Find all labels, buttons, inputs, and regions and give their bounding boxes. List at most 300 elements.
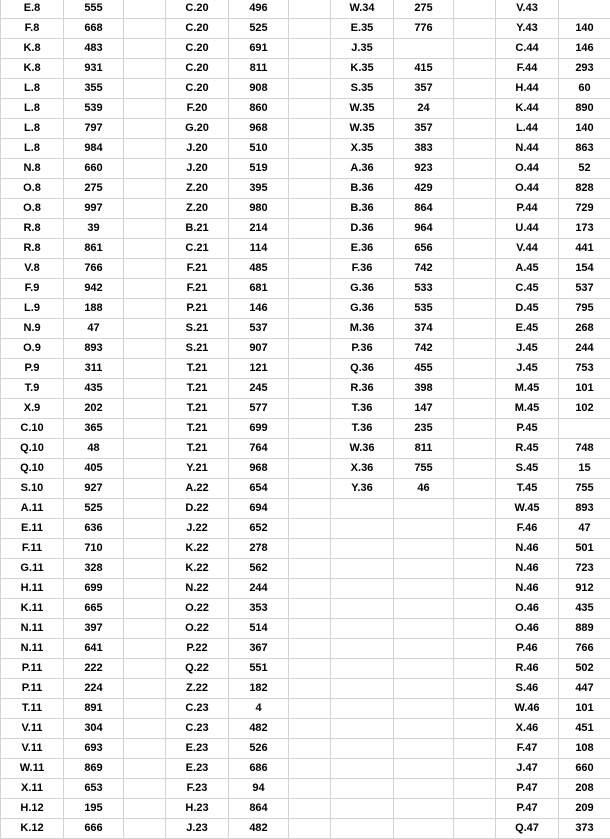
table-cell[interactable] bbox=[124, 699, 166, 719]
table-cell[interactable]: N.22 bbox=[166, 579, 229, 599]
table-cell[interactable]: O.8 bbox=[1, 179, 64, 199]
table-cell[interactable]: 15 bbox=[559, 459, 610, 479]
table-cell[interactable] bbox=[124, 779, 166, 799]
table-cell[interactable]: 52 bbox=[559, 159, 610, 179]
table-cell[interactable]: F.9 bbox=[1, 279, 64, 299]
table-cell[interactable] bbox=[124, 799, 166, 819]
table-cell[interactable]: 984 bbox=[64, 139, 124, 159]
table-cell[interactable] bbox=[124, 339, 166, 359]
table-cell[interactable] bbox=[394, 39, 454, 59]
table-cell[interactable] bbox=[289, 179, 331, 199]
table-cell[interactable] bbox=[289, 259, 331, 279]
table-cell[interactable]: Q.22 bbox=[166, 659, 229, 679]
table-cell[interactable]: 244 bbox=[559, 339, 610, 359]
table-cell[interactable] bbox=[454, 279, 496, 299]
table-cell[interactable]: 723 bbox=[559, 559, 610, 579]
table-cell[interactable]: C.44 bbox=[496, 39, 559, 59]
table-cell[interactable]: Q.10 bbox=[1, 439, 64, 459]
table-cell[interactable] bbox=[124, 479, 166, 499]
table-cell[interactable]: 742 bbox=[394, 339, 454, 359]
table-cell[interactable] bbox=[289, 339, 331, 359]
table-cell[interactable] bbox=[394, 739, 454, 759]
table-cell[interactable] bbox=[331, 719, 394, 739]
table-cell[interactable]: 694 bbox=[229, 499, 289, 519]
table-cell[interactable] bbox=[394, 779, 454, 799]
table-cell[interactable] bbox=[289, 239, 331, 259]
table-cell[interactable]: J.23 bbox=[166, 819, 229, 839]
table-cell[interactable]: P.22 bbox=[166, 639, 229, 659]
table-cell[interactable]: F.21 bbox=[166, 259, 229, 279]
table-cell[interactable]: C.20 bbox=[166, 79, 229, 99]
table-cell[interactable]: Q.36 bbox=[331, 359, 394, 379]
table-cell[interactable] bbox=[124, 59, 166, 79]
table-cell[interactable] bbox=[289, 99, 331, 119]
table-cell[interactable] bbox=[124, 439, 166, 459]
table-cell[interactable]: 537 bbox=[559, 279, 610, 299]
table-cell[interactable]: F.47 bbox=[496, 739, 559, 759]
table-cell[interactable]: R.8 bbox=[1, 239, 64, 259]
table-cell[interactable] bbox=[331, 819, 394, 839]
table-cell[interactable] bbox=[331, 499, 394, 519]
table-cell[interactable] bbox=[454, 739, 496, 759]
table-cell[interactable] bbox=[454, 799, 496, 819]
table-cell[interactable]: 693 bbox=[64, 739, 124, 759]
table-cell[interactable] bbox=[124, 519, 166, 539]
table-cell[interactable] bbox=[394, 519, 454, 539]
table-cell[interactable] bbox=[124, 319, 166, 339]
table-cell[interactable]: L.9 bbox=[1, 299, 64, 319]
table-cell[interactable]: 864 bbox=[394, 199, 454, 219]
table-cell[interactable]: C.20 bbox=[166, 59, 229, 79]
table-cell[interactable]: T.21 bbox=[166, 359, 229, 379]
table-cell[interactable]: A.45 bbox=[496, 259, 559, 279]
table-cell[interactable]: M.45 bbox=[496, 399, 559, 419]
table-cell[interactable]: X.46 bbox=[496, 719, 559, 739]
table-cell[interactable] bbox=[289, 59, 331, 79]
table-cell[interactable] bbox=[289, 419, 331, 439]
table-cell[interactable]: J.47 bbox=[496, 759, 559, 779]
table-cell[interactable]: 660 bbox=[64, 159, 124, 179]
table-cell[interactable]: 908 bbox=[229, 79, 289, 99]
table-cell[interactable]: E.8 bbox=[1, 0, 64, 19]
table-cell[interactable]: 293 bbox=[559, 59, 610, 79]
table-cell[interactable] bbox=[124, 419, 166, 439]
table-cell[interactable] bbox=[289, 519, 331, 539]
table-cell[interactable]: E.23 bbox=[166, 739, 229, 759]
table-cell[interactable]: 795 bbox=[559, 299, 610, 319]
table-cell[interactable]: X.35 bbox=[331, 139, 394, 159]
table-cell[interactable]: T.21 bbox=[166, 439, 229, 459]
table-cell[interactable] bbox=[394, 539, 454, 559]
table-cell[interactable]: 893 bbox=[64, 339, 124, 359]
table-cell[interactable] bbox=[289, 819, 331, 839]
table-cell[interactable]: E.45 bbox=[496, 319, 559, 339]
table-cell[interactable]: 641 bbox=[64, 639, 124, 659]
table-cell[interactable] bbox=[289, 659, 331, 679]
table-cell[interactable] bbox=[124, 279, 166, 299]
table-cell[interactable]: 173 bbox=[559, 219, 610, 239]
table-cell[interactable] bbox=[124, 619, 166, 639]
table-cell[interactable] bbox=[454, 779, 496, 799]
table-cell[interactable] bbox=[394, 499, 454, 519]
table-cell[interactable] bbox=[124, 239, 166, 259]
table-cell[interactable]: 699 bbox=[229, 419, 289, 439]
table-cell[interactable]: 656 bbox=[394, 239, 454, 259]
table-cell[interactable]: 275 bbox=[64, 179, 124, 199]
table-cell[interactable] bbox=[124, 19, 166, 39]
table-cell[interactable]: H.11 bbox=[1, 579, 64, 599]
table-cell[interactable]: 60 bbox=[559, 79, 610, 99]
table-cell[interactable] bbox=[331, 799, 394, 819]
table-cell[interactable] bbox=[124, 119, 166, 139]
table-cell[interactable] bbox=[124, 579, 166, 599]
table-cell[interactable]: 39 bbox=[64, 219, 124, 239]
table-cell[interactable] bbox=[331, 759, 394, 779]
table-cell[interactable]: 653 bbox=[64, 779, 124, 799]
table-cell[interactable]: 101 bbox=[559, 699, 610, 719]
table-cell[interactable] bbox=[454, 519, 496, 539]
table-cell[interactable]: 182 bbox=[229, 679, 289, 699]
table-cell[interactable]: 764 bbox=[229, 439, 289, 459]
table-cell[interactable]: W.36 bbox=[331, 439, 394, 459]
table-cell[interactable]: P.47 bbox=[496, 799, 559, 819]
table-cell[interactable]: B.21 bbox=[166, 219, 229, 239]
table-cell[interactable] bbox=[454, 619, 496, 639]
table-cell[interactable] bbox=[289, 379, 331, 399]
table-cell[interactable]: N.44 bbox=[496, 139, 559, 159]
table-cell[interactable]: N.46 bbox=[496, 539, 559, 559]
table-cell[interactable] bbox=[394, 719, 454, 739]
table-cell[interactable]: 942 bbox=[64, 279, 124, 299]
table-cell[interactable]: 931 bbox=[64, 59, 124, 79]
table-cell[interactable]: 482 bbox=[229, 719, 289, 739]
table-cell[interactable] bbox=[124, 259, 166, 279]
table-cell[interactable] bbox=[124, 739, 166, 759]
table-cell[interactable]: 666 bbox=[64, 819, 124, 839]
table-cell[interactable]: 140 bbox=[559, 119, 610, 139]
table-cell[interactable] bbox=[394, 679, 454, 699]
table-cell[interactable]: B.36 bbox=[331, 179, 394, 199]
table-cell[interactable]: H.23 bbox=[166, 799, 229, 819]
table-cell[interactable]: T.21 bbox=[166, 379, 229, 399]
table-cell[interactable]: J.45 bbox=[496, 339, 559, 359]
table-cell[interactable] bbox=[289, 119, 331, 139]
table-cell[interactable]: C.20 bbox=[166, 19, 229, 39]
table-cell[interactable]: G.11 bbox=[1, 559, 64, 579]
table-cell[interactable]: D.45 bbox=[496, 299, 559, 319]
table-cell[interactable]: 435 bbox=[64, 379, 124, 399]
table-cell[interactable]: 748 bbox=[559, 439, 610, 459]
table-cell[interactable]: L.8 bbox=[1, 119, 64, 139]
table-cell[interactable]: 510 bbox=[229, 139, 289, 159]
table-cell[interactable]: 997 bbox=[64, 199, 124, 219]
table-cell[interactable]: 980 bbox=[229, 199, 289, 219]
table-cell[interactable]: 755 bbox=[394, 459, 454, 479]
table-cell[interactable]: O.46 bbox=[496, 619, 559, 639]
table-cell[interactable]: R.8 bbox=[1, 219, 64, 239]
table-cell[interactable] bbox=[454, 459, 496, 479]
table-cell[interactable] bbox=[289, 739, 331, 759]
table-cell[interactable]: 526 bbox=[229, 739, 289, 759]
table-cell[interactable]: T.21 bbox=[166, 399, 229, 419]
table-cell[interactable] bbox=[331, 739, 394, 759]
table-cell[interactable] bbox=[289, 399, 331, 419]
table-cell[interactable] bbox=[331, 619, 394, 639]
table-cell[interactable]: N.9 bbox=[1, 319, 64, 339]
table-cell[interactable]: T.36 bbox=[331, 419, 394, 439]
table-cell[interactable]: Q.10 bbox=[1, 459, 64, 479]
table-cell[interactable]: 353 bbox=[229, 599, 289, 619]
table-cell[interactable]: G.20 bbox=[166, 119, 229, 139]
table-cell[interactable] bbox=[289, 539, 331, 559]
table-cell[interactable]: V.11 bbox=[1, 719, 64, 739]
table-cell[interactable] bbox=[289, 19, 331, 39]
table-cell[interactable]: T.9 bbox=[1, 379, 64, 399]
table-cell[interactable]: S.10 bbox=[1, 479, 64, 499]
table-cell[interactable] bbox=[454, 179, 496, 199]
table-cell[interactable] bbox=[124, 299, 166, 319]
table-cell[interactable]: 525 bbox=[64, 499, 124, 519]
table-cell[interactable]: S.21 bbox=[166, 319, 229, 339]
table-cell[interactable] bbox=[559, 419, 610, 439]
table-cell[interactable]: Y.43 bbox=[496, 19, 559, 39]
table-cell[interactable]: 245 bbox=[229, 379, 289, 399]
table-cell[interactable]: 195 bbox=[64, 799, 124, 819]
table-cell[interactable]: 776 bbox=[394, 19, 454, 39]
table-cell[interactable] bbox=[454, 599, 496, 619]
table-cell[interactable]: F.21 bbox=[166, 279, 229, 299]
table-cell[interactable]: T.36 bbox=[331, 399, 394, 419]
table-cell[interactable]: 209 bbox=[559, 799, 610, 819]
table-cell[interactable]: 691 bbox=[229, 39, 289, 59]
table-cell[interactable] bbox=[289, 719, 331, 739]
table-cell[interactable]: W.45 bbox=[496, 499, 559, 519]
table-cell[interactable] bbox=[289, 219, 331, 239]
table-cell[interactable] bbox=[454, 539, 496, 559]
table-cell[interactable] bbox=[124, 559, 166, 579]
table-cell[interactable] bbox=[124, 539, 166, 559]
table-cell[interactable]: 4 bbox=[229, 699, 289, 719]
table-cell[interactable] bbox=[124, 39, 166, 59]
table-cell[interactable]: 968 bbox=[229, 119, 289, 139]
table-cell[interactable]: 968 bbox=[229, 459, 289, 479]
table-cell[interactable] bbox=[454, 679, 496, 699]
table-cell[interactable]: 244 bbox=[229, 579, 289, 599]
table-cell[interactable]: 562 bbox=[229, 559, 289, 579]
table-cell[interactable]: 811 bbox=[229, 59, 289, 79]
table-cell[interactable] bbox=[124, 499, 166, 519]
table-cell[interactable]: 964 bbox=[394, 219, 454, 239]
table-cell[interactable]: 482 bbox=[229, 819, 289, 839]
table-cell[interactable] bbox=[289, 599, 331, 619]
table-cell[interactable]: C.23 bbox=[166, 699, 229, 719]
table-cell[interactable] bbox=[124, 599, 166, 619]
table-cell[interactable]: 893 bbox=[559, 499, 610, 519]
table-cell[interactable]: 48 bbox=[64, 439, 124, 459]
table-cell[interactable]: 202 bbox=[64, 399, 124, 419]
table-cell[interactable]: O.44 bbox=[496, 159, 559, 179]
table-cell[interactable]: 367 bbox=[229, 639, 289, 659]
table-cell[interactable]: F.8 bbox=[1, 19, 64, 39]
table-cell[interactable]: 861 bbox=[64, 239, 124, 259]
table-cell[interactable] bbox=[394, 819, 454, 839]
table-cell[interactable] bbox=[289, 579, 331, 599]
table-cell[interactable] bbox=[124, 639, 166, 659]
table-cell[interactable]: 311 bbox=[64, 359, 124, 379]
table-cell[interactable]: C.20 bbox=[166, 39, 229, 59]
table-cell[interactable]: U.44 bbox=[496, 219, 559, 239]
table-cell[interactable]: J.20 bbox=[166, 159, 229, 179]
table-cell[interactable] bbox=[394, 799, 454, 819]
table-cell[interactable]: 275 bbox=[394, 0, 454, 19]
table-cell[interactable]: 235 bbox=[394, 419, 454, 439]
table-cell[interactable]: 514 bbox=[229, 619, 289, 639]
table-cell[interactable] bbox=[289, 479, 331, 499]
table-cell[interactable]: 383 bbox=[394, 139, 454, 159]
table-cell[interactable]: 766 bbox=[559, 639, 610, 659]
table-cell[interactable] bbox=[289, 459, 331, 479]
table-cell[interactable] bbox=[394, 619, 454, 639]
table-cell[interactable] bbox=[454, 239, 496, 259]
table-cell[interactable]: N.11 bbox=[1, 639, 64, 659]
table-cell[interactable]: 681 bbox=[229, 279, 289, 299]
table-cell[interactable] bbox=[331, 779, 394, 799]
table-cell[interactable] bbox=[454, 219, 496, 239]
table-cell[interactable]: 753 bbox=[559, 359, 610, 379]
table-cell[interactable]: S.21 bbox=[166, 339, 229, 359]
table-cell[interactable] bbox=[124, 719, 166, 739]
table-cell[interactable] bbox=[394, 599, 454, 619]
table-cell[interactable]: X.11 bbox=[1, 779, 64, 799]
table-cell[interactable] bbox=[124, 819, 166, 839]
table-cell[interactable]: Y.36 bbox=[331, 479, 394, 499]
table-cell[interactable] bbox=[454, 659, 496, 679]
table-cell[interactable]: 652 bbox=[229, 519, 289, 539]
table-cell[interactable]: 268 bbox=[559, 319, 610, 339]
table-cell[interactable] bbox=[289, 0, 331, 19]
table-cell[interactable] bbox=[124, 79, 166, 99]
table-cell[interactable]: 537 bbox=[229, 319, 289, 339]
table-cell[interactable]: 147 bbox=[394, 399, 454, 419]
table-cell[interactable]: H.44 bbox=[496, 79, 559, 99]
table-cell[interactable] bbox=[454, 639, 496, 659]
table-cell[interactable]: 533 bbox=[394, 279, 454, 299]
table-cell[interactable] bbox=[289, 439, 331, 459]
table-cell[interactable] bbox=[454, 319, 496, 339]
table-cell[interactable]: 47 bbox=[559, 519, 610, 539]
table-cell[interactable]: E.11 bbox=[1, 519, 64, 539]
table-cell[interactable] bbox=[454, 479, 496, 499]
table-cell[interactable]: O.8 bbox=[1, 199, 64, 219]
table-cell[interactable]: V.43 bbox=[496, 0, 559, 19]
table-cell[interactable]: 365 bbox=[64, 419, 124, 439]
table-cell[interactable]: W.11 bbox=[1, 759, 64, 779]
table-cell[interactable]: G.36 bbox=[331, 279, 394, 299]
table-cell[interactable] bbox=[289, 359, 331, 379]
table-cell[interactable]: E.23 bbox=[166, 759, 229, 779]
table-cell[interactable]: 860 bbox=[229, 99, 289, 119]
table-cell[interactable]: K.11 bbox=[1, 599, 64, 619]
table-cell[interactable]: M.36 bbox=[331, 319, 394, 339]
table-cell[interactable]: P.11 bbox=[1, 659, 64, 679]
table-cell[interactable]: 686 bbox=[229, 759, 289, 779]
table-cell[interactable]: 46 bbox=[394, 479, 454, 499]
table-cell[interactable]: 636 bbox=[64, 519, 124, 539]
table-cell[interactable]: 927 bbox=[64, 479, 124, 499]
table-cell[interactable]: 811 bbox=[394, 439, 454, 459]
table-cell[interactable]: J.20 bbox=[166, 139, 229, 159]
table-cell[interactable]: T.11 bbox=[1, 699, 64, 719]
table-cell[interactable] bbox=[454, 819, 496, 839]
table-cell[interactable] bbox=[124, 379, 166, 399]
table-cell[interactable]: T.21 bbox=[166, 419, 229, 439]
table-cell[interactable] bbox=[331, 559, 394, 579]
table-cell[interactable]: 102 bbox=[559, 399, 610, 419]
table-cell[interactable]: J.45 bbox=[496, 359, 559, 379]
table-cell[interactable]: 654 bbox=[229, 479, 289, 499]
table-cell[interactable] bbox=[124, 359, 166, 379]
table-cell[interactable]: L.44 bbox=[496, 119, 559, 139]
table-cell[interactable] bbox=[331, 519, 394, 539]
table-cell[interactable] bbox=[454, 19, 496, 39]
table-cell[interactable]: 435 bbox=[559, 599, 610, 619]
table-cell[interactable]: S.46 bbox=[496, 679, 559, 699]
table-cell[interactable]: P.44 bbox=[496, 199, 559, 219]
table-cell[interactable] bbox=[454, 359, 496, 379]
table-cell[interactable]: V.8 bbox=[1, 259, 64, 279]
table-cell[interactable] bbox=[454, 439, 496, 459]
table-cell[interactable] bbox=[289, 559, 331, 579]
table-cell[interactable]: J.35 bbox=[331, 39, 394, 59]
table-cell[interactable] bbox=[289, 679, 331, 699]
table-cell[interactable]: F.44 bbox=[496, 59, 559, 79]
table-cell[interactable]: 742 bbox=[394, 259, 454, 279]
table-cell[interactable]: N.46 bbox=[496, 559, 559, 579]
table-cell[interactable]: 890 bbox=[559, 99, 610, 119]
table-cell[interactable]: 525 bbox=[229, 19, 289, 39]
table-cell[interactable] bbox=[289, 779, 331, 799]
table-cell[interactable] bbox=[124, 659, 166, 679]
table-cell[interactable] bbox=[331, 579, 394, 599]
table-cell[interactable]: Z.20 bbox=[166, 179, 229, 199]
table-cell[interactable]: 889 bbox=[559, 619, 610, 639]
table-cell[interactable]: 24 bbox=[394, 99, 454, 119]
table-cell[interactable]: F.36 bbox=[331, 259, 394, 279]
table-cell[interactable] bbox=[289, 619, 331, 639]
table-cell[interactable] bbox=[331, 679, 394, 699]
table-cell[interactable]: W.34 bbox=[331, 0, 394, 19]
table-cell[interactable]: 441 bbox=[559, 239, 610, 259]
table-cell[interactable]: Q.47 bbox=[496, 819, 559, 839]
table-cell[interactable] bbox=[124, 0, 166, 19]
table-cell[interactable]: 502 bbox=[559, 659, 610, 679]
table-cell[interactable]: K.12 bbox=[1, 819, 64, 839]
table-cell[interactable]: S.45 bbox=[496, 459, 559, 479]
table-cell[interactable] bbox=[454, 299, 496, 319]
table-cell[interactable]: N.11 bbox=[1, 619, 64, 639]
table-cell[interactable] bbox=[289, 79, 331, 99]
table-cell[interactable] bbox=[331, 539, 394, 559]
table-cell[interactable]: P.11 bbox=[1, 679, 64, 699]
table-cell[interactable] bbox=[454, 79, 496, 99]
table-cell[interactable]: N.46 bbox=[496, 579, 559, 599]
table-cell[interactable]: 154 bbox=[559, 259, 610, 279]
table-cell[interactable]: 729 bbox=[559, 199, 610, 219]
table-cell[interactable]: 224 bbox=[64, 679, 124, 699]
table-cell[interactable]: 415 bbox=[394, 59, 454, 79]
table-cell[interactable]: P.36 bbox=[331, 339, 394, 359]
table-cell[interactable] bbox=[454, 579, 496, 599]
